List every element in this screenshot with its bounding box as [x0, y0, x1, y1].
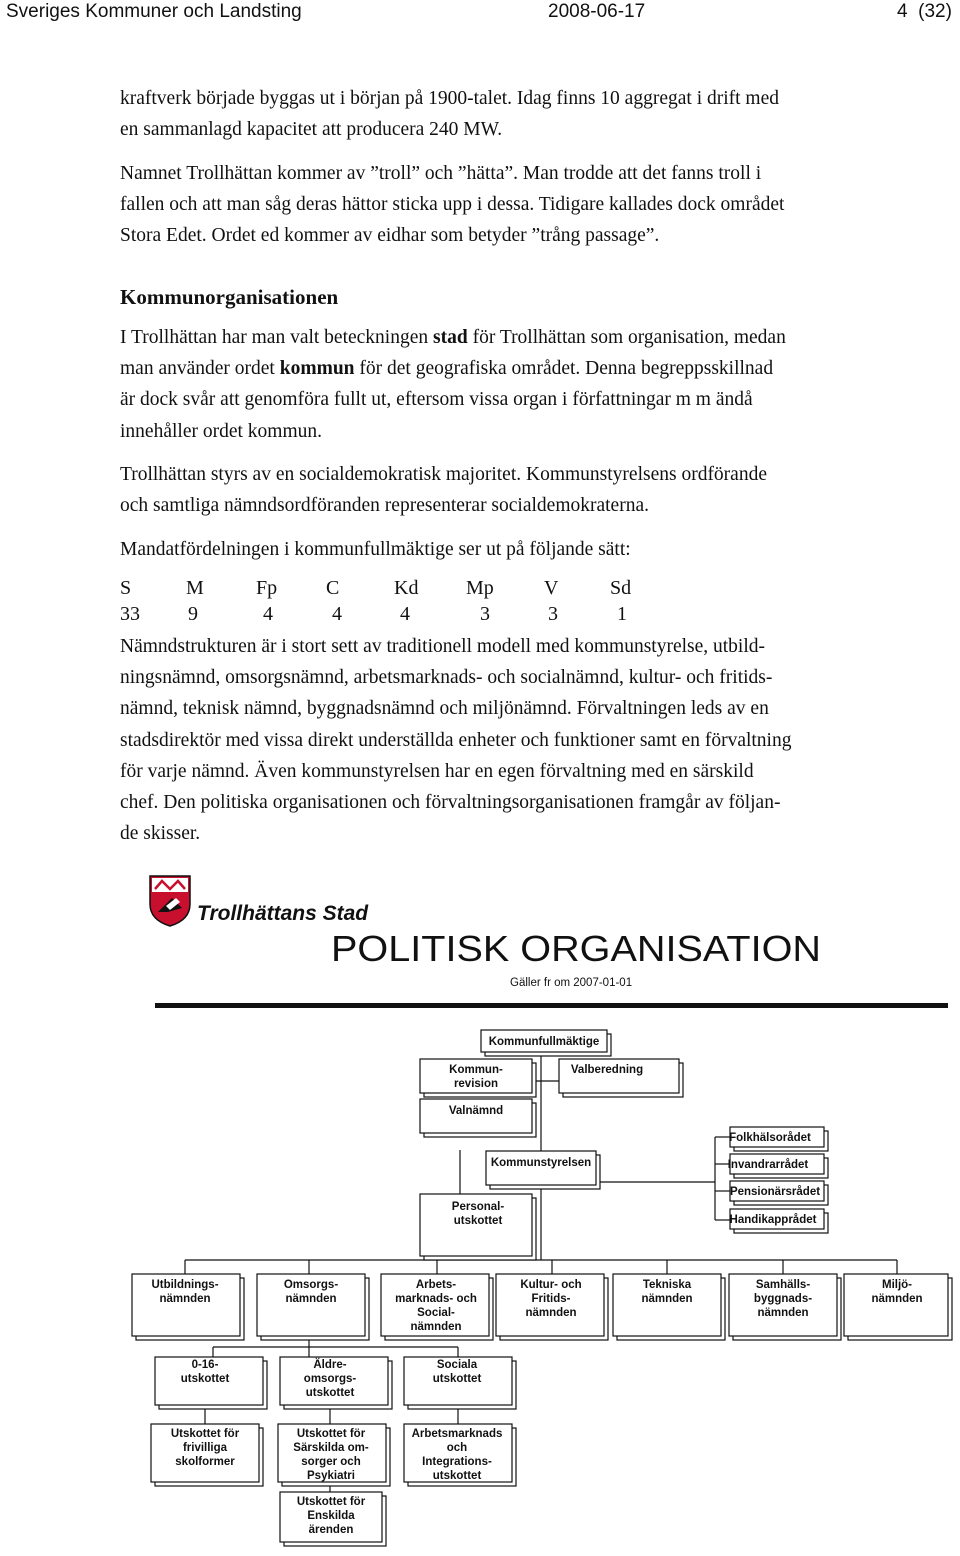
box-label: utskottet: [453, 1215, 503, 1227]
box-tekniska-namnden: [613, 1274, 725, 1340]
text-line: är dock svår att genomföra fullt ut, eftersom vissa organ i författningar m m ändå: [120, 389, 753, 411]
box-label: Arbetsmarknads: [411, 1428, 503, 1440]
box-label: ärenden: [308, 1524, 354, 1536]
box-label: frivilliga: [182, 1442, 228, 1454]
box-kommunfullmaktige: [481, 1030, 611, 1056]
bold-term-kommun: kommun: [279, 358, 355, 380]
box-sociala-utskottet: [404, 1357, 516, 1409]
box-label: Utbildnings-: [151, 1279, 219, 1291]
box-label: nämnden: [757, 1307, 809, 1319]
box-label: Särskilda om-: [293, 1442, 369, 1454]
header-date: 2008-06-17: [548, 1, 646, 22]
box-label: Personal-: [451, 1201, 505, 1213]
org-title: POLITISK ORGANISATION: [331, 928, 821, 969]
text-line: Stora Edet. Ordet ed kommer av eidhar som betyder ”trång passage”.: [120, 225, 660, 247]
box-utbildningsnamnden: [132, 1274, 244, 1340]
text-line: och samtliga nämndsordföranden representerar socialdemokraterna.: [120, 495, 649, 517]
box-label: Äldre-: [313, 1359, 347, 1371]
box-utskottet-enskilda-arenden: [280, 1492, 386, 1546]
box-samhallsbyggnadsnamnden: [729, 1274, 841, 1340]
box-arbetsmarknads-integrationsutskottet: [404, 1424, 516, 1486]
text-run: man använder ordet: [120, 358, 280, 380]
text-run: I Trollhättan har man valt beteckningen: [120, 327, 434, 348]
seat-count: 33: [120, 603, 140, 625]
org-subtitle: Gäller fr om 2007-01-01: [510, 977, 633, 989]
box-label: Utskottet för: [170, 1428, 240, 1440]
box-label: Fritids-: [531, 1293, 571, 1305]
box-utskottet-sarskilda-omsorger: [278, 1424, 390, 1486]
party-label: Mp: [466, 577, 494, 599]
seat-count: 9: [188, 603, 198, 625]
box-aldreomsorgsutskottet: [280, 1357, 392, 1409]
box-label: Pensionärsrådet: [729, 1186, 821, 1198]
party-label: Fp: [256, 577, 278, 599]
box-label: Utskottet för: [296, 1428, 366, 1440]
box-label: Omsorgs-: [283, 1279, 339, 1291]
box-label: sorger och: [301, 1456, 361, 1468]
box-label: och: [446, 1442, 468, 1454]
party-label: C: [326, 577, 340, 599]
box-label: utskottet: [432, 1470, 482, 1482]
box-valnamnd: [420, 1099, 536, 1137]
box-valberedning: [559, 1059, 683, 1097]
text-line: fallen och att man såg deras hättor sticka upp i dessa. Tidigare kallades dock området: [120, 194, 785, 216]
text-line: chef. Den politiska organisationen och förvaltningsorganisationen framgår av följan-: [120, 791, 781, 813]
text-line: Trollhättan styrs av en socialdemokratisk majoritet. Kommunstyrelsens ordförande: [120, 464, 767, 485]
box-label: Utskottet för: [296, 1496, 366, 1508]
box-label: Kommunfullmäktige: [488, 1036, 600, 1048]
text-run: för det geografiska området. Denna begreppsskillnad: [354, 358, 774, 380]
box-label: marknads- och: [395, 1293, 477, 1305]
box-folkhalsoradet: [729, 1127, 828, 1151]
box-label: nämnden: [159, 1293, 211, 1305]
box-0-16-utskottet: [155, 1357, 267, 1409]
box-label: Social-: [417, 1307, 455, 1319]
text-line: innehåller ordet kommun.: [120, 420, 322, 442]
box-label: nämnden: [410, 1321, 462, 1333]
box-label: Kultur- och: [520, 1279, 582, 1291]
box-label: skolformer: [175, 1456, 235, 1468]
box-label: nämnden: [641, 1293, 693, 1305]
box-miljonamnden: [844, 1274, 952, 1340]
text-line: stadsdirektör med vissa direkt underställda enheter och funktioner samt en förvaltning: [120, 729, 792, 751]
trollhattan-logo: [150, 876, 369, 926]
seat-count: 4: [332, 603, 342, 625]
party-label: M: [186, 577, 204, 599]
party-label: Sd: [610, 577, 632, 599]
text-line: nämnd, teknisk nämnd, byggnadsnämnd och miljönämnd. Förvaltningen leds av en: [120, 698, 769, 720]
box-arbetsmarknads-socialnamnden: [381, 1274, 493, 1340]
text-run: för Trollhättan som organisation, medan: [467, 327, 786, 348]
box-label: nämnden: [285, 1293, 337, 1305]
header-org: Sveriges Kommuner och Landsting: [6, 1, 302, 22]
box-label: Kommunstyrelsen: [490, 1157, 592, 1169]
box-label: Handikapprådet: [729, 1214, 817, 1226]
seat-count: 3: [548, 603, 558, 625]
box-label: Arbets-: [415, 1279, 457, 1291]
header-page-number: 4: [897, 1, 908, 22]
box-handikappradet: [730, 1209, 828, 1233]
box-label: Sociala: [436, 1359, 478, 1371]
text-line: ningsnämnd, omsorgsnämnd, arbetsmarknads- och socialnämnd, kultur- och fritids-: [120, 667, 773, 689]
box-kommunrevision: [420, 1059, 536, 1097]
box-label: byggnads-: [753, 1293, 813, 1305]
box-kultur-fritidsnamnden: [496, 1274, 608, 1340]
coat-of-arms-icon: [150, 876, 190, 926]
box-label: utskottet: [305, 1387, 355, 1399]
text-line: de skisser.: [120, 823, 201, 845]
box-label: Valberedning: [570, 1064, 644, 1076]
box-label: utskottet: [180, 1373, 230, 1385]
text-line: en sammanlagd kapacitet att producera 240 MW.: [120, 119, 503, 141]
box-pensionarsradet: [730, 1181, 828, 1205]
text-line: för varje nämnd. Även kommunstyrelsen har en egen förvaltning med en särskild: [120, 760, 754, 782]
title-rule: [155, 1003, 948, 1008]
party-label: S: [120, 577, 132, 599]
text-line: kraftverk började byggas ut i början på 1900-talet. Idag finns 10 aggregat i drift med: [120, 88, 780, 109]
text-line: Nämndstrukturen är i stort sett av traditionell modell med kommunstyrelse, utbild-: [120, 636, 766, 657]
box-label: Enskilda: [307, 1510, 355, 1522]
box-label: Invandrarrådet: [727, 1159, 809, 1171]
box-label: Folkhälsorådet: [729, 1132, 811, 1144]
box-kommunstyrelsen: [486, 1151, 600, 1189]
text-line: Namnet Trollhättan kommer av ”troll” och ”hätta”. Man trodde att det fanns troll i: [120, 163, 762, 184]
box-label: Integrations-: [422, 1456, 492, 1468]
box-personalutskottet: [420, 1194, 536, 1260]
box-utskottet-frivilliga-skolformer: [151, 1424, 263, 1486]
logo-text: Trollhättans Stad: [197, 902, 369, 925]
seat-count: 4: [400, 603, 410, 625]
box-label: Valnämnd: [448, 1105, 504, 1117]
box-label: Miljö-: [881, 1279, 913, 1291]
header-page-total: (32): [918, 1, 952, 22]
box-label: 0-16-: [191, 1359, 219, 1371]
seat-count: 3: [480, 603, 490, 625]
bold-term-stad: stad: [433, 327, 468, 348]
party-label: Kd: [394, 577, 419, 599]
box-invandrarradet: [728, 1154, 828, 1178]
box-label: revision: [453, 1078, 499, 1090]
seat-count: 1: [617, 603, 627, 625]
box-omsorgsnamnden: [257, 1274, 369, 1340]
section-heading: Kommunorganisationen: [120, 285, 339, 309]
box-label: utskottet: [432, 1373, 482, 1385]
box-label: Kommun-: [449, 1064, 503, 1076]
box-label: Psykiatri: [307, 1470, 355, 1482]
party-label: V: [544, 577, 559, 599]
box-label: nämnden: [871, 1293, 923, 1305]
seat-count: 4: [263, 603, 273, 625]
box-label: Samhälls-: [755, 1279, 811, 1291]
box-label: omsorgs-: [303, 1373, 357, 1385]
box-label: Tekniska: [642, 1279, 692, 1291]
text-line: Mandatfördelningen i kommunfullmäktige ser ut på följande sätt:: [120, 539, 631, 560]
box-label: nämnden: [525, 1307, 577, 1319]
